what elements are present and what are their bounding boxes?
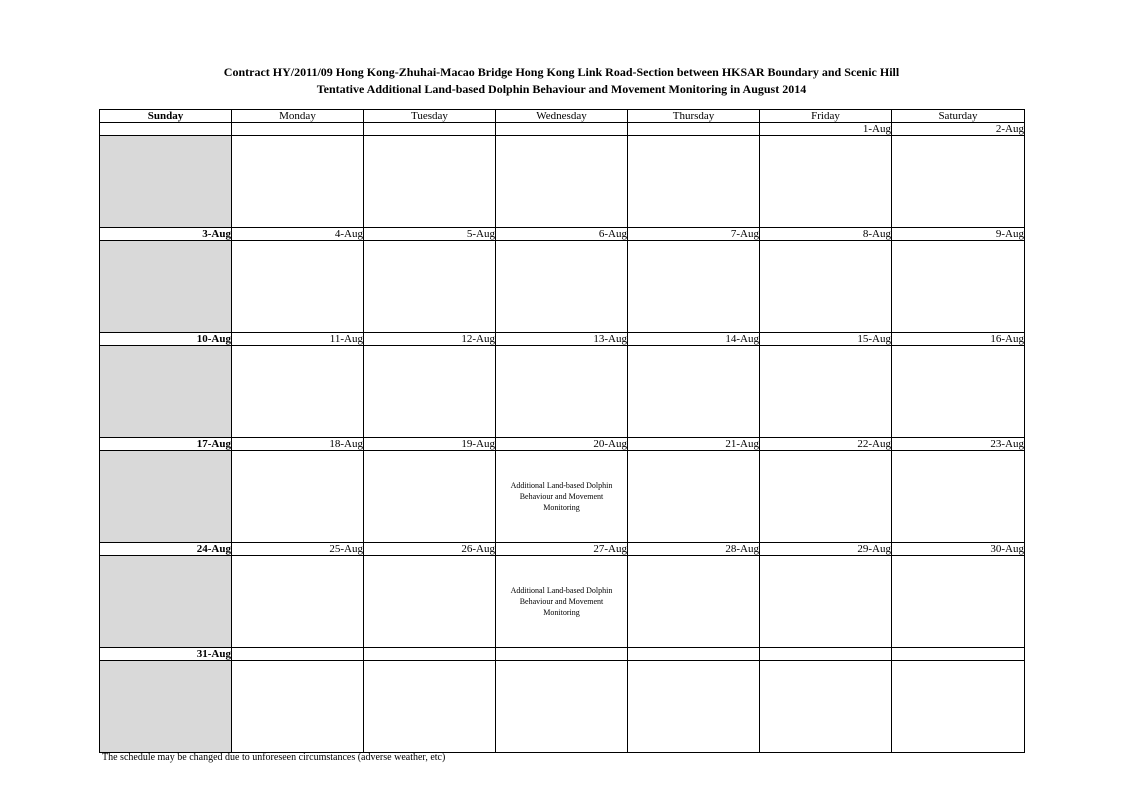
weekday-header-row xyxy=(100,110,1025,123)
day-cell xyxy=(892,136,1025,228)
day-cell xyxy=(232,136,364,228)
day-date-label: 10-Aug xyxy=(100,333,232,346)
day-date-label: 26-Aug xyxy=(364,543,496,556)
day-cell xyxy=(628,661,760,753)
day-date-label xyxy=(892,648,1025,661)
week-date-row xyxy=(100,123,1025,136)
day-cell xyxy=(100,346,232,438)
day-cell xyxy=(496,136,628,228)
week-date-row xyxy=(100,333,1025,346)
day-cell xyxy=(364,241,496,333)
week-date-row xyxy=(100,438,1025,451)
day-date-label: 1-Aug xyxy=(760,123,892,136)
week-date-row xyxy=(100,543,1025,556)
day-date-label: 8-Aug xyxy=(760,228,892,241)
week-date-row xyxy=(100,648,1025,661)
day-date-label: 9-Aug xyxy=(892,228,1025,241)
document-title: Contract HY/2011/09 Hong Kong-Zhuhai-Macao Bridge Hong Kong Link Road-Section between HKSAR Boundary and Scenic Hill xyxy=(223,65,900,79)
day-cell xyxy=(628,346,760,438)
day-cell xyxy=(892,241,1025,333)
day-cell xyxy=(628,556,760,648)
day-cell xyxy=(232,241,364,333)
document-subtitle: Tentative Additional Land-based Dolphin Behaviour and Movement Monitoring in August 2014 xyxy=(316,82,807,96)
week-date-row xyxy=(100,228,1025,241)
day-cell xyxy=(892,451,1025,543)
weekday-header-thursday: Thursday xyxy=(628,110,760,123)
day-cell xyxy=(232,346,364,438)
day-date-label: 31-Aug xyxy=(100,648,232,661)
day-date-label: 15-Aug xyxy=(760,333,892,346)
day-cell xyxy=(232,661,364,753)
day-date-label: 17-Aug xyxy=(100,438,232,451)
day-date-label: 18-Aug xyxy=(232,438,364,451)
day-date-label: 27-Aug xyxy=(496,543,628,556)
day-cell xyxy=(364,451,496,543)
day-cell xyxy=(628,136,760,228)
day-cell xyxy=(364,556,496,648)
day-date-label: 13-Aug xyxy=(496,333,628,346)
week-body-row xyxy=(100,661,1025,753)
day-cell xyxy=(892,661,1025,753)
week-body-row xyxy=(100,346,1025,438)
day-date-label: 30-Aug xyxy=(892,543,1025,556)
day-date-label: 7-Aug xyxy=(628,228,760,241)
monitoring-event: Additional Land-based Dolphin Behaviour and Movement Monitoring xyxy=(510,586,613,617)
week-body-row xyxy=(100,556,1025,648)
day-cell xyxy=(760,241,892,333)
weekday-header-wednesday: Wednesday xyxy=(496,110,628,123)
week-body-row xyxy=(100,451,1025,543)
day-cell xyxy=(364,136,496,228)
day-cell xyxy=(628,241,760,333)
day-date-label xyxy=(760,648,892,661)
day-date-label xyxy=(628,123,760,136)
day-cell xyxy=(496,451,628,543)
day-cell xyxy=(100,451,232,543)
day-cell xyxy=(496,241,628,333)
weekday-header-friday: Friday xyxy=(760,110,892,123)
day-cell xyxy=(760,346,892,438)
day-date-label: 16-Aug xyxy=(892,333,1025,346)
day-cell xyxy=(892,556,1025,648)
day-cell xyxy=(628,451,760,543)
day-cell xyxy=(760,556,892,648)
day-cell xyxy=(100,241,232,333)
day-cell xyxy=(496,661,628,753)
weekday-header-saturday: Saturday xyxy=(892,110,1025,123)
day-date-label: 29-Aug xyxy=(760,543,892,556)
day-cell xyxy=(364,346,496,438)
day-date-label xyxy=(232,648,364,661)
day-cell xyxy=(496,346,628,438)
day-date-label xyxy=(364,648,496,661)
day-date-label: 21-Aug xyxy=(628,438,760,451)
day-date-label: 2-Aug xyxy=(892,123,1025,136)
day-date-label: 5-Aug xyxy=(364,228,496,241)
day-date-label: 19-Aug xyxy=(364,438,496,451)
monitoring-event: Additional Land-based Dolphin Behaviour and Movement Monitoring xyxy=(510,481,613,512)
day-cell xyxy=(100,661,232,753)
day-date-label xyxy=(232,123,364,136)
week-body-row xyxy=(100,136,1025,228)
weekday-header-sunday: Sunday xyxy=(100,110,232,123)
day-cell xyxy=(496,556,628,648)
day-date-label: 20-Aug xyxy=(496,438,628,451)
day-cell xyxy=(100,556,232,648)
day-date-label: 25-Aug xyxy=(232,543,364,556)
calendar-body xyxy=(100,123,1025,753)
day-date-label: 28-Aug xyxy=(628,543,760,556)
week-body-row xyxy=(100,241,1025,333)
day-date-label: 11-Aug xyxy=(232,333,364,346)
day-cell xyxy=(232,451,364,543)
weekday-header-monday: Monday xyxy=(232,110,364,123)
day-cell xyxy=(760,136,892,228)
day-date-label: 22-Aug xyxy=(760,438,892,451)
day-date-label: 3-Aug xyxy=(100,228,232,241)
day-cell xyxy=(364,661,496,753)
day-date-label xyxy=(496,648,628,661)
day-date-label: 12-Aug xyxy=(364,333,496,346)
day-date-label xyxy=(364,123,496,136)
day-cell xyxy=(892,346,1025,438)
day-cell xyxy=(760,661,892,753)
day-cell xyxy=(232,556,364,648)
day-date-label xyxy=(628,648,760,661)
day-cell xyxy=(760,451,892,543)
day-date-label: 4-Aug xyxy=(232,228,364,241)
day-cell xyxy=(100,136,232,228)
weekday-header-tuesday: Tuesday xyxy=(364,110,496,123)
day-date-label xyxy=(100,123,232,136)
day-date-label: 14-Aug xyxy=(628,333,760,346)
day-date-label xyxy=(496,123,628,136)
monthly-calendar xyxy=(99,109,1025,753)
day-date-label: 6-Aug xyxy=(496,228,628,241)
day-date-label: 24-Aug xyxy=(100,543,232,556)
day-date-label: 23-Aug xyxy=(892,438,1025,451)
footnote: The schedule may be changed due to unforeseen circumstances (adverse weather, etc) xyxy=(102,752,446,763)
